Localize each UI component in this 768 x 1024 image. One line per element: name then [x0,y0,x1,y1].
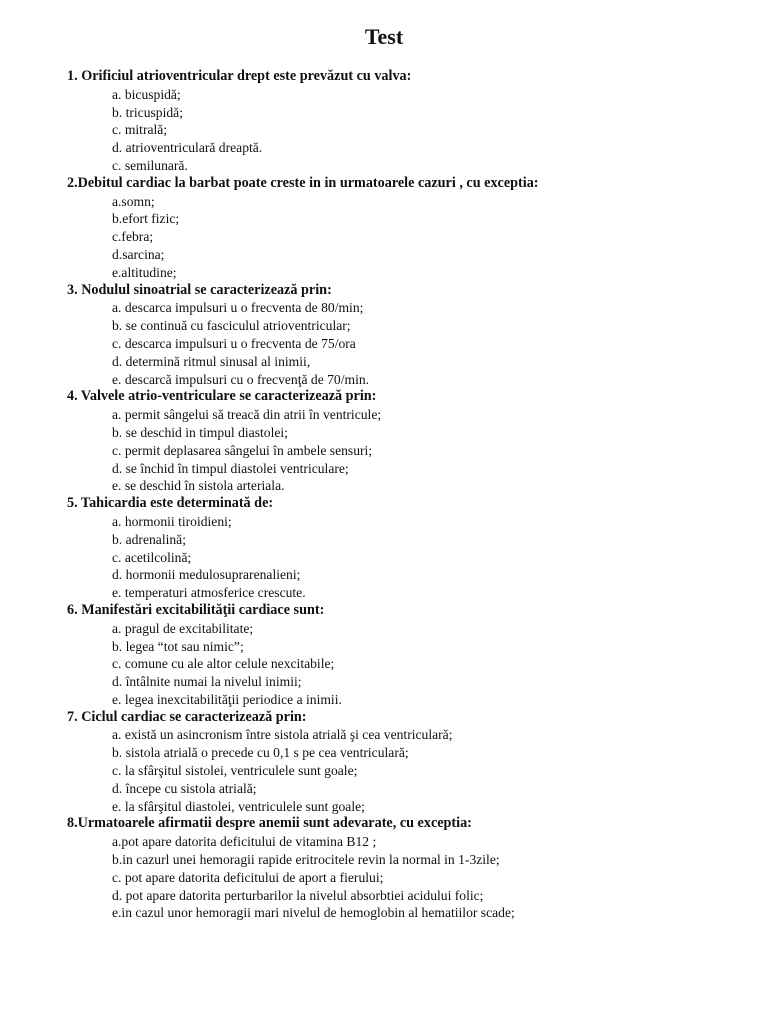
answer-option: d. începe cu sistola atrială; [112,780,257,796]
answer-option: d. întâlnite numai la nivelul inimii; [112,674,302,690]
question [67,282,757,389]
answer-option: e. descarcă impulsuri cu o frecvenţă de 70/min. [112,371,370,387]
answer-option: b. adrenalină; [112,531,186,547]
answer-option: a. pragul de excitabilitate; [112,620,254,636]
answer-option: c. pot apare datorita deficitului de aport a fierului; [112,869,384,885]
answer-option: a. permit sângelui să treacă din atrii în ventricule; [112,407,382,423]
answer-option: b. sistola atrială o precede cu 0,1 s pe cea ventriculară; [112,745,409,761]
page-title: Test [364,24,404,49]
answer-option: b.efort fizic; [112,211,180,227]
answer-option: a.somn; [112,193,155,209]
question-text: 5. Tahicardia este determinată de: [67,495,274,512]
answer-option: e. la sfârşitul diastolei, ventriculele sunt goale; [112,798,365,814]
question-text: 4. Valvele atrio-ventriculare se caracterizează prin: [67,388,377,405]
answer-option: c. acetilcolină; [112,549,192,565]
question [67,709,757,816]
answer-option: c. descarca impulsuri u o frecventa de 75/ora [112,335,356,351]
answer-option: b. se deschid in timpul diastolei; [112,424,288,440]
question-list [67,68,757,922]
answer-option: d.sarcina; [112,246,165,262]
answer-option: d. pot apare datorita perturbarilor la nivelul absorbtiei acidului folic; [112,887,484,903]
question [67,495,757,602]
answer-option: b. legea “tot sau nimic”; [112,638,244,654]
option-list [67,406,757,495]
answer-option: b.in cazurl unei hemoragii rapide eritrocitele revin la normal in 1-3zile; [112,852,500,868]
option-list [67,299,757,388]
option-list [67,620,757,709]
answer-option: a. hormonii tiroidieni; [112,513,232,529]
answer-option: c. la sfârşitul sistolei, ventriculele sunt goale; [112,763,358,779]
answer-option: c. semilunară. [112,157,188,173]
question [67,388,757,495]
answer-option: c.febra; [112,229,154,245]
answer-option: a. bicuspidă; [112,86,181,102]
question-text: 6. Manifestări excitabilităţii cardiace sunt: [67,601,325,618]
answer-option: a.pot apare datorita deficitului de vitamina B12 ; [112,834,377,850]
option-list [67,726,757,815]
answer-option: b. tricuspidă; [112,104,183,120]
question-text: 3. Nodulul sinoatrial se caracterizează prin: [67,281,332,298]
answer-option: e.altitudine; [112,264,177,280]
answer-option: e. legea inexcitabilităţii periodice a inimii. [112,691,342,707]
question-text: 8.Urmatoarele afirmatii despre anemii sunt adevarate, cu exceptia: [67,815,472,832]
answer-option: e. se deschid în sistola arteriala. [112,478,285,494]
option-list [67,833,757,922]
answer-option: d. se închid în timpul diastolei ventriculare; [112,460,349,476]
answer-option: c. permit deplasarea sângelui în ambele sensuri; [112,442,373,458]
answer-option: c. comune cu ale altor celule nexcitabile; [112,656,335,672]
answer-option: d. determină ritmul sinusal al inimii, [112,353,311,369]
answer-option: d. atrioventriculară dreaptă. [112,140,263,156]
answer-option: e.in cazul unor hemoragii mari nivelul de hemoglobin al hematiilor scade; [112,905,515,921]
answer-option: b. se continuă cu fasciculul atrioventricular; [112,318,351,334]
option-list [67,513,757,602]
option-list [67,86,757,175]
question-text: 2.Debitul cardiac la barbat poate creste in in urmatoarele cazuri , cu exceptia: [67,174,539,191]
answer-option: a. descarca impulsuri u o frecventa de 80/min; [112,300,364,316]
question-text: 7. Ciclul cardiac se caracterizează prin: [67,708,307,725]
question [67,175,757,282]
answer-option: a. există un asincronism între sistola atrială şi cea ventriculară; [112,727,453,743]
question-text: 1. Orificiul atrioventricular drept este prevăzut cu valva: [67,68,412,84]
answer-option: d. hormonii medulosuprarenalieni; [112,567,301,583]
answer-option: e. temperaturi atmosferice crescute. [112,585,306,601]
question [67,815,757,922]
option-list [67,193,757,282]
question [67,602,757,709]
answer-option: c. mitrală; [112,122,168,138]
question [67,68,757,175]
